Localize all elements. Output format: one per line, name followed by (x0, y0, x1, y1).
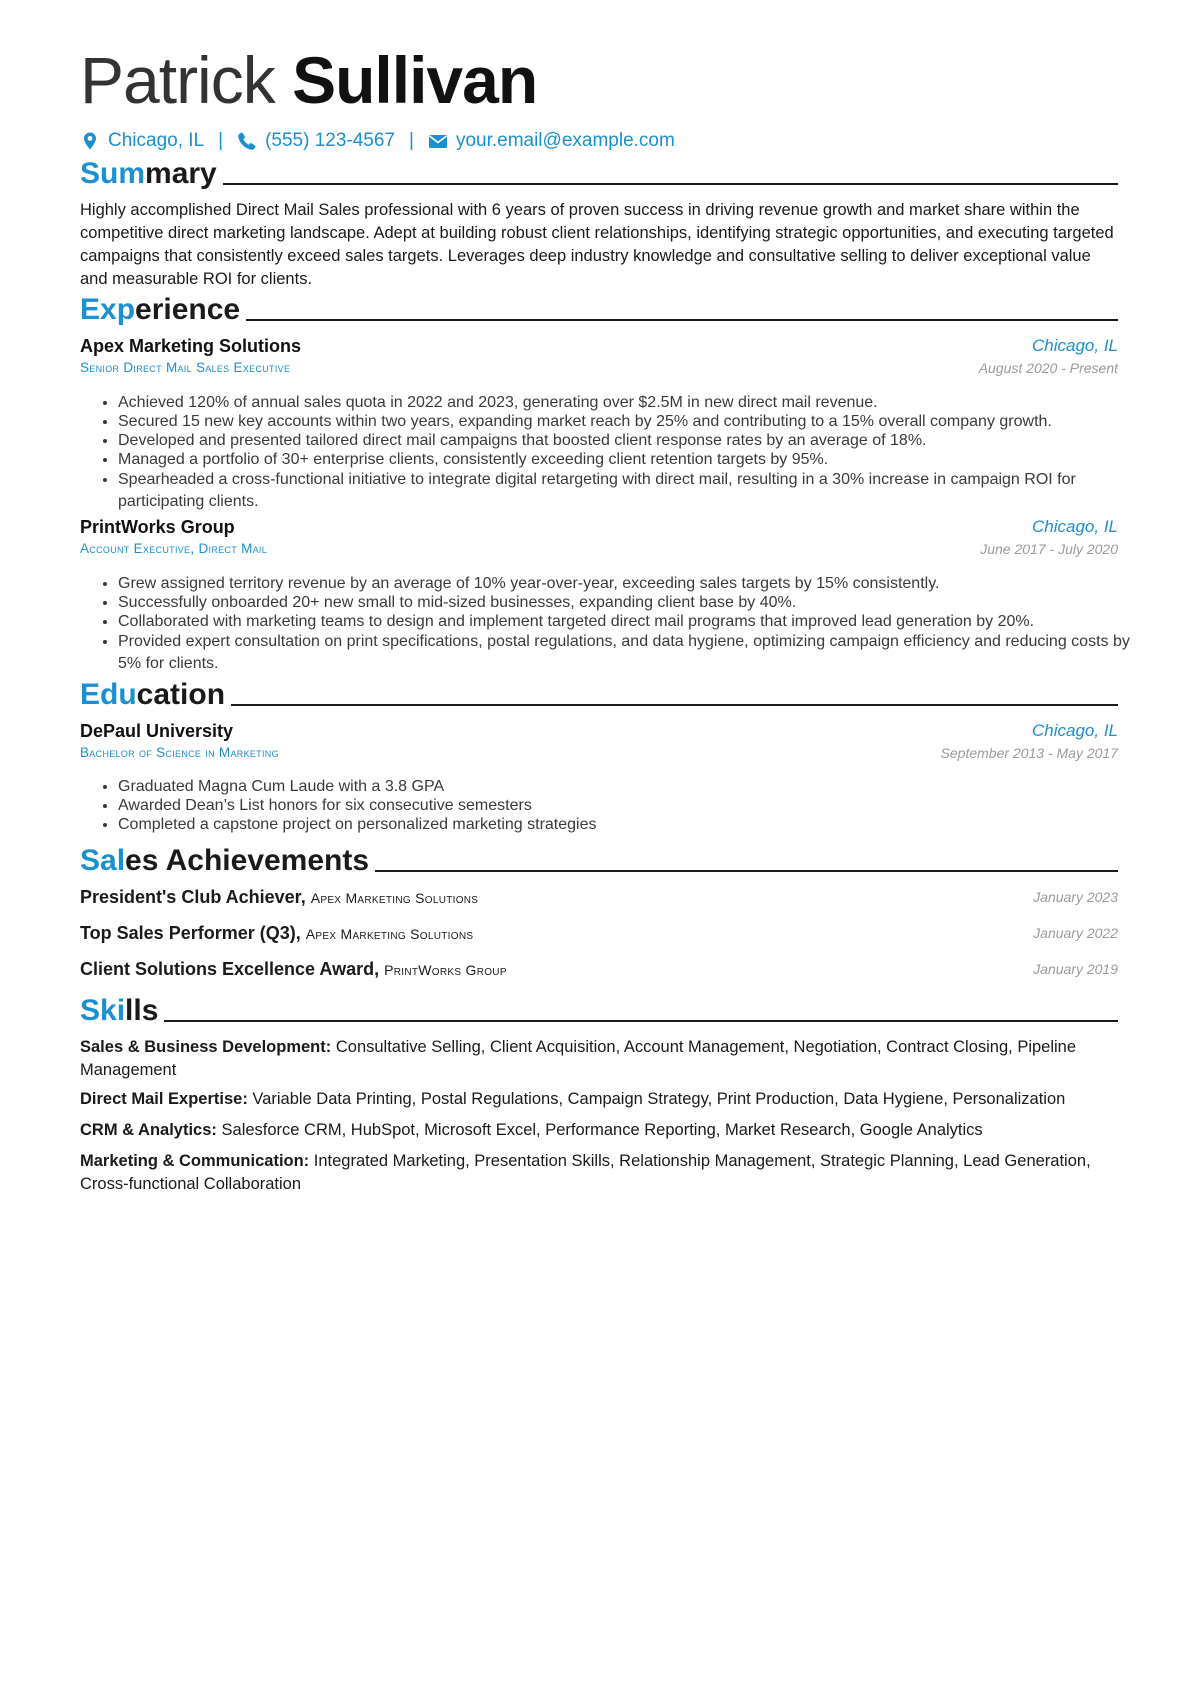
list-item: • Grew assigned territory revenue by an average of 10% year-over-year, exceeding sales targets by 15% consistently. (118, 574, 1136, 593)
separator: | (409, 130, 414, 151)
envelope-icon (428, 131, 448, 151)
achievement-title: President's Club Achiever (80, 887, 301, 907)
achievement-date: January 2023 (1033, 889, 1118, 905)
skill-label: CRM & Analytics: (80, 1121, 217, 1139)
experience-heading: Experience (80, 292, 1118, 328)
skills-heading: Skills (80, 993, 1118, 1029)
skill-items: Variable Data Printing, Postal Regulations, Campaign Strategy, Print Production, Data Hygiene, Personalization (252, 1090, 1066, 1108)
phone-icon (237, 131, 257, 151)
achievement-date: January 2022 (1033, 925, 1118, 941)
achievement-item: President's Club Achiever, Apex Marketing Solutions January 2023 (80, 887, 1118, 907)
job-title: Senior Direct Mail Sales Executive (80, 360, 291, 375)
skill-group (80, 1150, 1118, 1196)
education-heading: Education (80, 677, 1118, 713)
section-rule (223, 183, 1118, 185)
list-item: • Secured 15 new key accounts within two years, expanding market reach by 25% and contributing to a 15% overall company growth. (118, 412, 1136, 431)
skill-items: Integrated Marketing, Presentation Skills, Relationship Management, Strategic Planning, Lead Generation, Cross-functional Collaboration (80, 1152, 1091, 1193)
skill-items: Consultative Selling, Client Acquisition, Account Management, Negotiation, Contract Closing, Pipeline Management (80, 1038, 1077, 1079)
last-name: Sullivan (292, 43, 538, 117)
list-item: • Provided expert consultation on print specifications, postal regulations, and data hygiene, optimizing campaign efficiency and reducing costs by 5% for clients. (118, 631, 1136, 675)
skill-items: Salesforce CRM, HubSpot, Microsoft Excel, Performance Reporting, Market Research, Google Analytics (221, 1121, 983, 1139)
skill-label: Marketing & Communication: (80, 1152, 310, 1170)
skill-group (80, 1088, 1118, 1111)
job-title: Account Executive, Direct Mail (80, 541, 268, 556)
list-item: • Achieved 120% of annual sales quota in 2022 and 2023, generating over $2.5M in new direct mail revenue. (118, 393, 1136, 412)
list-item: • Completed a capstone project on personalized marketing strategies (118, 815, 1136, 834)
skill-label: Direct Mail Expertise: (80, 1090, 248, 1108)
section-rule (164, 1020, 1118, 1022)
company-name: Apex Marketing Solutions (80, 336, 302, 356)
list-item: • Spearheaded a cross-functional initiative to integrate digital retargeting with direct mail, resulting in a 30% increase in campaign ROI for participating clients. (118, 469, 1136, 513)
email-link[interactable]: your.email@example.com (455, 130, 675, 151)
map-marker-icon (80, 131, 100, 151)
section-rule (231, 704, 1118, 706)
job-bullets (100, 574, 1136, 675)
section-rule (375, 870, 1118, 872)
summary-text: Highly accomplished Direct Mail Sales professional with 6 years of proven success in driving revenue growth and market share within the competitive direct marketing landscape. Adept at building robust client relationships, identifying strategic opportunities, and executing targeted campaigns that consistently exceed sales targets. Leverages deep industry knowledge and consultative selling to deliver exceptional value and measurable ROI for clients. (80, 201, 1114, 288)
skill-group (80, 1119, 1118, 1142)
location-text: Chicago, IL (108, 130, 205, 151)
degree: Bachelor of Science in Marketing (80, 745, 279, 760)
candidate-name (80, 40, 537, 120)
first-name: Patrick (80, 43, 275, 117)
school-name: DePaul University (80, 721, 234, 741)
company-name: PrintWorks Group (80, 517, 235, 537)
achievement-item: Top Sales Performer (Q3), Apex Marketing Solutions January 2022 (80, 923, 1118, 943)
list-item: • Successfully onboarded 20+ new small to mid-sized businesses, expanding client base by 40%. (118, 593, 1136, 612)
achievement-title: Top Sales Performer (Q3) (80, 923, 296, 943)
education-bullets (100, 777, 1136, 834)
contact-line (80, 130, 675, 152)
achievement-date: January 2019 (1033, 961, 1118, 977)
summary-heading: Summary (80, 156, 1118, 192)
achievement-org: PrintWorks Group (384, 962, 507, 978)
skill-label: Sales & Business Development: (80, 1038, 332, 1056)
job-location: Chicago, IL (1032, 336, 1118, 355)
job-location: Chicago, IL (1032, 517, 1118, 536)
section-rule (246, 319, 1118, 321)
achievement-item: Client Solutions Excellence Award, PrintWorks Group January 2019 (80, 959, 1118, 979)
list-item: • Awarded Dean’s List honors for six consecutive semesters (118, 796, 1136, 815)
skill-group (80, 1036, 1118, 1082)
list-item: • Collaborated with marketing teams to design and implement targeted direct mail programs that improved lead generation by 20%. (118, 612, 1136, 631)
list-item: • Graduated Magna Cum Laude with a 3.8 GPA (118, 777, 1136, 796)
separator: | (218, 130, 224, 151)
achievement-org: Apex Marketing Solutions (305, 926, 474, 942)
achievement-org: Apex Marketing Solutions (310, 890, 479, 906)
education-dates: September 2013 - May 2017 (940, 745, 1118, 761)
achievement-title: Client Solutions Excellence Award (80, 959, 375, 979)
job-dates: August 2020 - Present (978, 360, 1118, 376)
job-dates: June 2017 - July 2020 (980, 541, 1118, 557)
list-item: • Managed a portfolio of 30+ enterprise clients, consistently exceeding client retention targets by 95%. (118, 450, 1136, 469)
job-bullets (100, 393, 1136, 513)
phone-text: (555) 123-4567 (265, 130, 395, 151)
achievements-heading: Sales Achievements (80, 843, 1118, 879)
school-location: Chicago, IL (1032, 721, 1118, 740)
list-item: • Developed and presented tailored direct mail campaigns that boosted client response rates by an average of 18%. (118, 431, 1136, 450)
